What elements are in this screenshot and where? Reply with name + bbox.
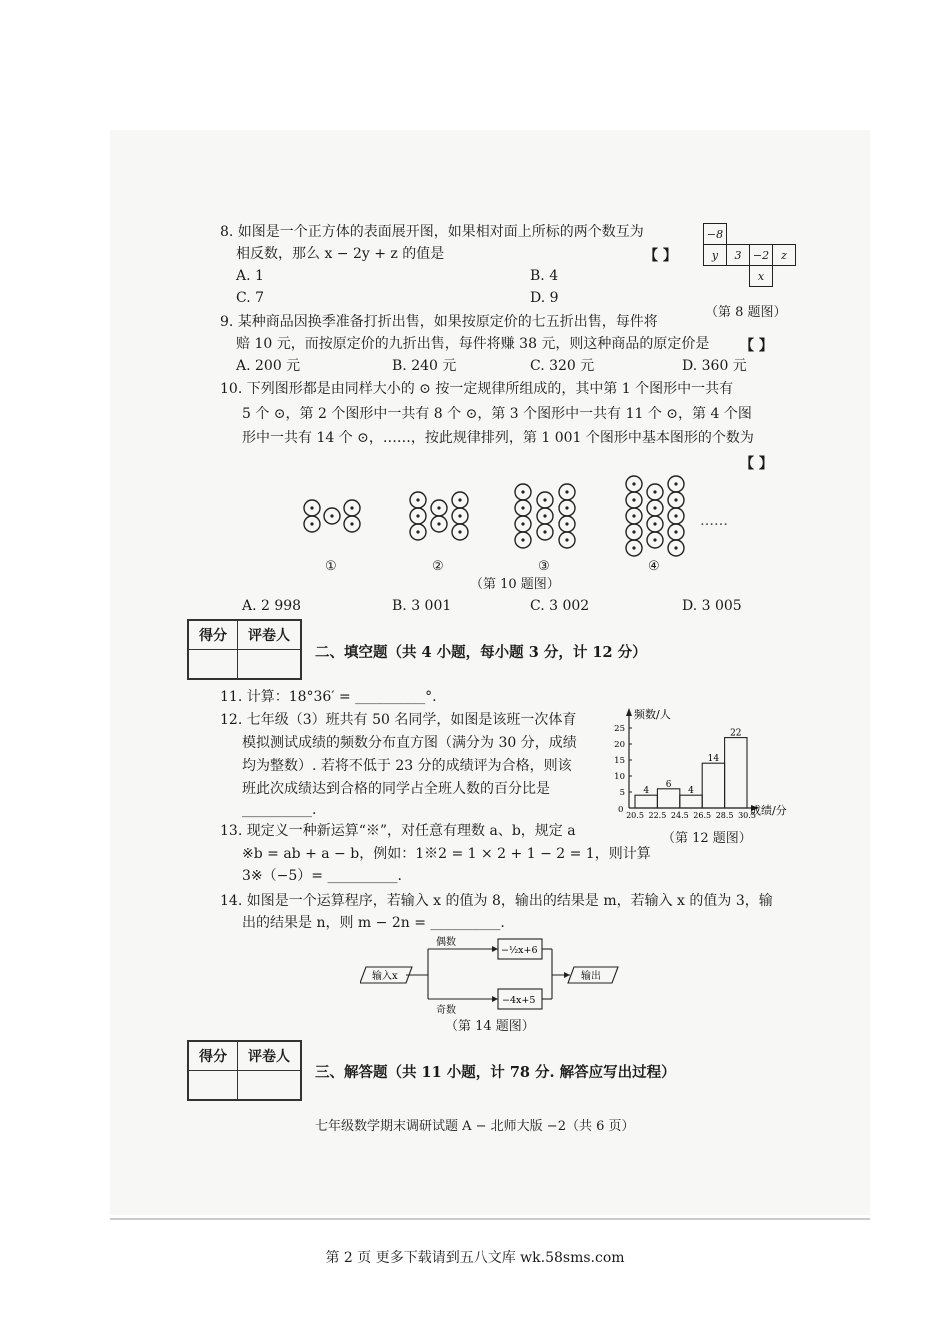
grader-label: 评卷人 bbox=[238, 1041, 302, 1071]
score-cell[interactable] bbox=[188, 1071, 238, 1101]
q10-line3: 形中一共有 14 个 ⊙，……，按此规律排列，第 1 001 个图形中基本图形的个数为 bbox=[242, 430, 754, 446]
histogram-bar bbox=[635, 795, 657, 808]
q8-line1: 8. 如图是一个正方体的表面展开图，如果相对面上所标的两个数互为 bbox=[220, 224, 644, 240]
score-label: 得分 bbox=[188, 1041, 238, 1071]
q12-line4: 班此次成绩达到合格的同学占全班人数的百分比是 bbox=[242, 781, 550, 797]
histogram-bar bbox=[725, 738, 747, 808]
grader-cell[interactable] bbox=[238, 1071, 302, 1101]
x-tick-label: 20.5 bbox=[626, 811, 644, 820]
histogram-bar bbox=[680, 795, 702, 808]
q10-pattern-figure bbox=[290, 470, 760, 580]
q14-line1: 14. 如图是一个运算程序，若输入 x 的值为 8，输出的结果是 m，若输入 x 的值为 3，输 bbox=[220, 893, 773, 909]
q10-option-b: B. 3 001 bbox=[392, 598, 452, 614]
q8-caption: （第 8 题图） bbox=[705, 305, 787, 320]
q12-line3: 均为整数）. 若将不低于 23 分的成绩评为合格，则该 bbox=[242, 758, 572, 774]
q8-option-a: A. 1 bbox=[236, 268, 264, 284]
q13-line2: ※b = ab + a − b，例如：1※2 = 1 × 2 + 1 − 2 = 1，则计算 bbox=[242, 846, 651, 862]
y-tick-label: 15 bbox=[614, 756, 625, 766]
net-cell: y bbox=[704, 245, 727, 266]
bar-value-label: 14 bbox=[707, 754, 720, 765]
grader-label: 评卷人 bbox=[238, 620, 302, 650]
net-cell-bottom: x bbox=[750, 266, 773, 287]
q8-bracket: 【 】 bbox=[644, 248, 677, 264]
y-tick-label: 20 bbox=[614, 740, 625, 750]
section2-title: 二、填空题（共 4 小题，每小题 3 分，计 12 分） bbox=[315, 644, 647, 661]
histogram-bar bbox=[702, 763, 724, 808]
q14-caption: （第 14 题图） bbox=[445, 1019, 535, 1034]
q12-histogram bbox=[605, 704, 800, 824]
q10-caption: （第 10 题图） bbox=[470, 577, 560, 592]
q10-option-c: C. 3 002 bbox=[530, 598, 590, 614]
q13-line3: 3※（−5）= __________. bbox=[242, 868, 402, 884]
flow-output-label: 输出 bbox=[581, 971, 601, 982]
q10-label-1: ① bbox=[325, 559, 337, 574]
bar-value-label: 6 bbox=[665, 779, 672, 790]
arrow-icon bbox=[492, 946, 498, 952]
y-axis-label: 频数/人 bbox=[634, 708, 671, 721]
net-cell-top: −8 bbox=[704, 224, 727, 245]
cube-net-figure bbox=[703, 223, 796, 287]
download-footer: 第 2 页 更多下载请到五八文库 wk.58sms.com bbox=[325, 1250, 625, 1266]
q9-option-b: B. 240 元 bbox=[392, 358, 457, 374]
q10-line1: 10. 下列图形都是由同样大小的 ⊙ 按一定规律所组成的，其中第 1 个图形中一共有 bbox=[220, 381, 734, 397]
x-tick-label: 30.5 bbox=[738, 811, 756, 820]
q9-line2: 赔 10 元，而按原定价的九折出售，每件将赚 38 元，则这种商品的原定价是 bbox=[236, 336, 710, 352]
divider bbox=[110, 1218, 870, 1220]
net-cell: −2 bbox=[750, 245, 773, 266]
q12-line5: __________. bbox=[242, 802, 317, 818]
q10-ellipsis: …… bbox=[700, 513, 728, 529]
q10-label-4: ④ bbox=[648, 559, 660, 574]
q10-label-3: ③ bbox=[538, 559, 550, 574]
net-cell: z bbox=[773, 245, 796, 266]
y-axis-arrow-icon bbox=[626, 708, 632, 716]
x-axis-label: 成绩/分 bbox=[750, 804, 787, 817]
bar-value-label: 4 bbox=[643, 786, 650, 797]
q9-bracket: 【 】 bbox=[740, 338, 773, 354]
flow-odd-label: 奇数 bbox=[436, 1005, 456, 1016]
score-cell[interactable] bbox=[188, 650, 238, 680]
flow-input-label: 输入x bbox=[372, 971, 398, 982]
q12-caption: （第 12 题图） bbox=[662, 831, 752, 846]
histogram-bar bbox=[657, 789, 679, 808]
q14-flowchart bbox=[360, 933, 620, 1018]
q10-option-a: A. 2 998 bbox=[242, 598, 302, 614]
x-tick-label: 22.5 bbox=[648, 811, 667, 820]
origin-label: 0 bbox=[618, 805, 624, 815]
grader-cell[interactable] bbox=[238, 650, 302, 680]
arrow-icon bbox=[492, 996, 498, 1002]
x-tick-label: 26.5 bbox=[693, 811, 712, 820]
q8-line2: 相反数，那么 x − 2y + z 的值是 bbox=[236, 246, 445, 262]
score-box-section2 bbox=[187, 619, 302, 680]
q10-line2: 5 个 ⊙，第 2 个图形中一共有 8 个 ⊙，第 3 个图形中一共有 11 个 ⊙，第 4 个图 bbox=[242, 406, 752, 422]
arrow-icon bbox=[564, 972, 570, 978]
q9-option-c: C. 320 元 bbox=[530, 358, 595, 374]
q10-label-2: ② bbox=[432, 559, 444, 574]
x-tick-label: 28.5 bbox=[715, 811, 734, 820]
q12-line2: 模拟测试成绩的频数分布直方图（满分为 30 分，成绩 bbox=[242, 735, 577, 751]
q12-line1: 12. 七年级（3）班共有 50 名同学，如图是该班一次体育 bbox=[220, 712, 577, 728]
score-label: 得分 bbox=[188, 620, 238, 650]
q8-option-d: D. 9 bbox=[530, 290, 559, 306]
q11-text: 11. 计算：18°36′ = __________°. bbox=[220, 689, 437, 705]
section3-title: 三、解答题（共 11 小题，计 78 分. 解答应写出过程） bbox=[315, 1064, 676, 1081]
bar-value-label: 4 bbox=[688, 786, 694, 797]
q9-line1: 9. 某种商品因换季准备打折出售，如果按原定价的七五折出售，每件将 bbox=[220, 314, 658, 330]
y-tick-label: 25 bbox=[614, 724, 625, 734]
q10-bracket: 【 】 bbox=[740, 456, 773, 472]
flow-odd-op: −4x+5 bbox=[502, 995, 536, 1006]
q8-option-c: C. 7 bbox=[236, 290, 265, 306]
flow-even-op: −½x+6 bbox=[501, 945, 538, 956]
q8-option-b: B. 4 bbox=[530, 268, 559, 284]
y-tick-label: 5 bbox=[619, 788, 625, 798]
q9-option-a: A. 200 元 bbox=[236, 358, 301, 374]
q13-line1: 13. 现定义一种新运算“※”，对任意有理数 a、b，规定 a bbox=[220, 823, 576, 839]
flow-even-label: 偶数 bbox=[436, 937, 456, 948]
score-box-section3 bbox=[187, 1040, 302, 1101]
page-footer: 七年级数学期末调研试题 A − 北师大版 −2（共 6 页） bbox=[315, 1119, 635, 1134]
x-tick-label: 24.5 bbox=[670, 811, 689, 820]
y-tick-label: 10 bbox=[614, 772, 625, 782]
bar-value-label: 22 bbox=[730, 728, 742, 739]
net-cell: 3 bbox=[727, 245, 750, 266]
q9-option-d: D. 360 元 bbox=[682, 358, 747, 374]
q10-option-d: D. 3 005 bbox=[682, 598, 742, 614]
q14-line2: 出的结果是 n，则 m − 2n = __________. bbox=[242, 915, 505, 931]
